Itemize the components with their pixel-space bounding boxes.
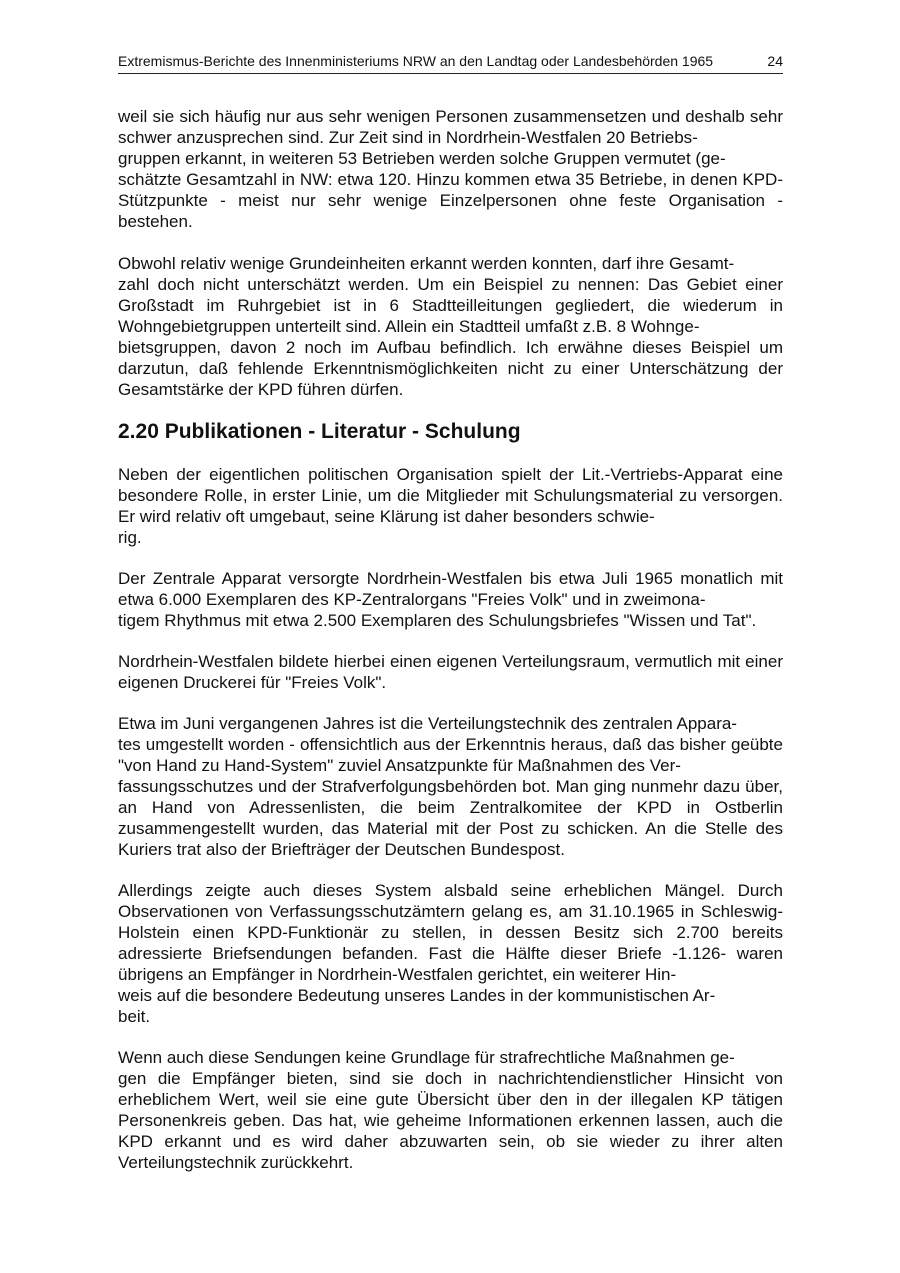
paragraph: Wenn auch diese Sendungen keine Grundlage für strafrechtliche Maßnahmen ge- gen die Empfänger bieten, sind sie doch in nachrichtendienstlicher Hinsicht von erheblichem Wert, weil sie eine gute Übersicht über den in der illegalen KP tätigen Personenkreis geben. Das hat, wie geheime Informationen erkennen lassen, auch die KPD erkannt und es wird daher abzuwarten sein, ob sie wieder zu ihrer alten Verteilungstechnik zurückkehrt. bbox=[118, 1048, 783, 1172]
running-header bbox=[118, 53, 783, 74]
paragraph: Neben der eigentlichen politischen Organisation spielt der Lit.-Vertriebs-Apparat eine besondere Rolle, in erster Linie, um die Mitglieder mit Schulungsmaterial zu versorgen. Er wird relativ oft umgebaut, seine Klärung ist daher besonders schwie- rig. bbox=[118, 465, 783, 547]
page-number: 24 bbox=[767, 53, 783, 69]
paragraph: Obwohl relativ wenige Grundeinheiten erkannt werden konnten, darf ihre Gesamt- zahl doch nicht unterschätzt werden. Um ein Beispiel zu nennen: Das Gebiet einer Großstadt im Ruhrgebiet ist in 6 Stadtteilleitungen gegliedert, die wiederum in Wohngebietgruppen unterteilt sind. Allein ein Stadtteil umfaßt z.B. 8 Wohnge- bietsgruppen, davon 2 noch im Aufbau befindlich. Ich erwähne dieses Beispiel um darzutun, daß fehlende Erkenntnismöglichkeiten nicht zu einer Unterschätzung der Gesamtstärke der KPD führen dürfen. bbox=[118, 254, 783, 399]
paragraph: Allerdings zeigte auch dieses System alsbald seine erheblichen Mängel. Durch Observationen von Verfassungsschutzämtern gelang es, am 31.10.1965 in Schleswig-Holstein einen KPD-Funktionär zu stellen, in dessen Besitz sich 2.700 bereits adressierte Briefsendungen befanden. Fast die Hälfte dieser Briefe -1.126- waren übrigens an Empfänger in Nordrhein-Westfalen gerichtet, ein weiterer Hin- weis auf die besondere Bedeutung unseres Landes in der kommunistischen Ar- beit. bbox=[118, 881, 783, 1026]
header-title: Extremismus-Berichte des Innenministeriums NRW an den Landtag oder Landesbehörden 1965 bbox=[118, 53, 714, 69]
paragraph: weil sie sich häufig nur aus sehr wenigen Personen zusammensetzen und deshalb sehr schwer anzusprechen sind. Zur Zeit sind in Nordrhein-Westfalen 20 Betriebs- gruppen erkannt, in weiteren 53 Betrieben werden solche Gruppen vermutet (ge- schätzte Gesamtzahl in NW: etwa 120. Hinzu kommen etwa 35 Betriebe, in denen KPD-Stützpunkte - meist nur sehr wenige Einzelpersonen ohne feste Organisation - bestehen. bbox=[118, 107, 783, 231]
paragraph: Etwa im Juni vergangenen Jahres ist die Verteilungstechnik des zentralen Appara- tes umgestellt worden - offensichtlich aus der Erkenntnis heraus, daß das bisher geübte "von Hand zu Hand-System" zuviel Ansatzpunkte für Maßnahmen des Ver- fassungsschutzes und der Strafverfolgungsbehörden bot. Man ging nunmehr dazu über, an Hand von Adressenlisten, die beim Zentralkomitee der KPD in Ostberlin zusammengestellt wurden, das Material mit der Post zu schicken. An die Stelle des Kuriers trat also der Briefträger der Deutschen Bundespost. bbox=[118, 714, 783, 859]
section-heading: 2.20 Publikationen - Literatur - Schulung bbox=[118, 420, 521, 443]
paragraph: Der Zentrale Apparat versorgte Nordrhein-Westfalen bis etwa Juli 1965 monatlich mit etwa 6.000 Exemplaren des KP-Zentralorgans "Freies Volk" und in zweimona- tigem Rhythmus mit etwa 2.500 Exemplaren des Schulungsbriefes "Wissen und Tat". bbox=[118, 569, 783, 630]
paragraph: Nordrhein-Westfalen bildete hierbei einen eigenen Verteilungsraum, vermutlich mit einer eigenen Druckerei für "Freies Volk". bbox=[118, 652, 783, 692]
page-body bbox=[118, 106, 783, 1173]
